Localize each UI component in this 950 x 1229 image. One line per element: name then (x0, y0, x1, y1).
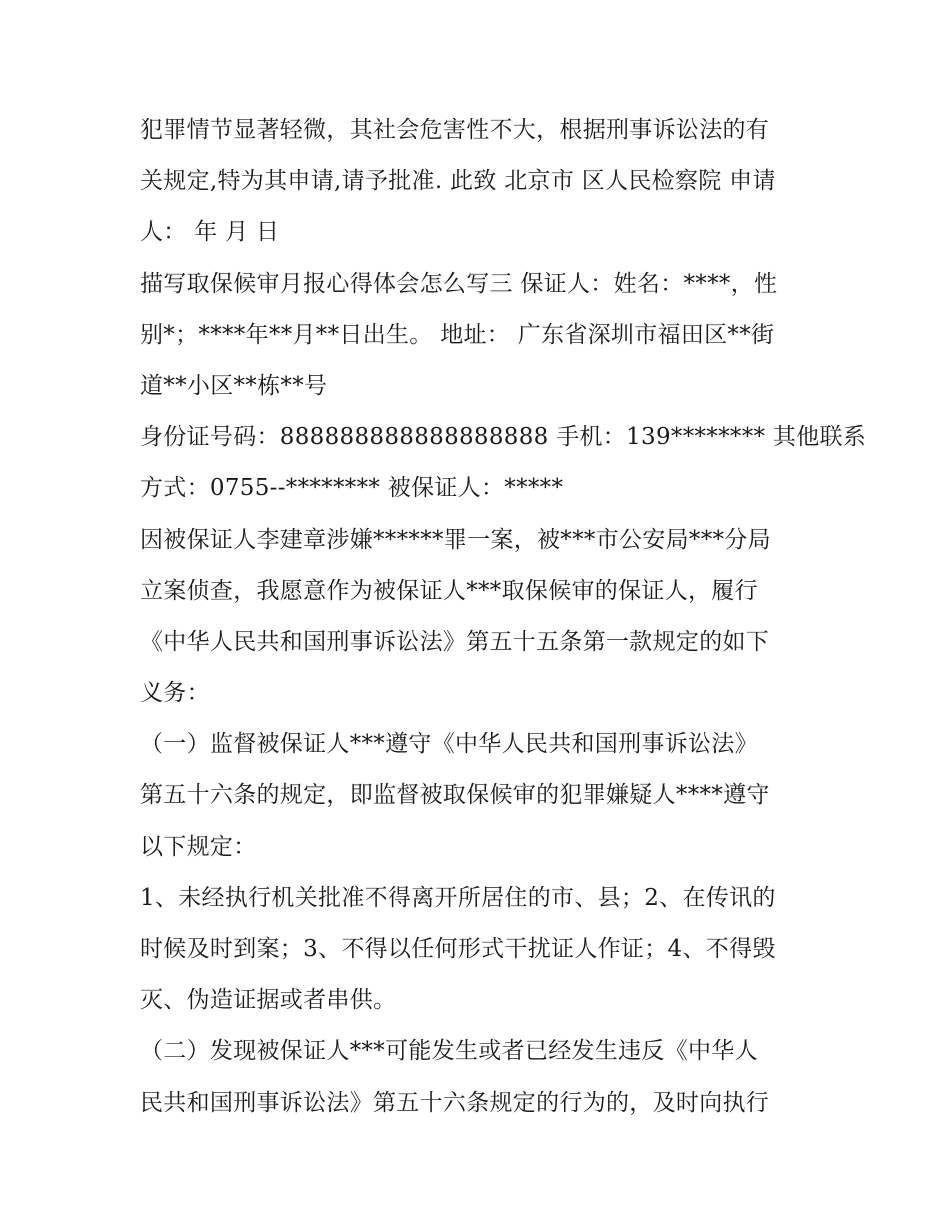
text-line: 方式：0755--******** 被保证人：***** (140, 475, 564, 502)
text-line: （二）发现被保证人***可能发生或者已经发生违反《中华人 (140, 1038, 758, 1065)
text-line: 民共和国刑事诉讼法》第五十六条规定的行为的，及时向执行 (140, 1089, 770, 1116)
text-line: 关规定,特为其申请,请予批准. 此致 北京市 区人民检察院 申请 (140, 168, 776, 195)
text-line: 别*；****年**月**日出生。 地址： 广东省深圳市福田区**街 (140, 321, 775, 348)
text-line: 灭、伪造证据或者串供。 (140, 987, 397, 1014)
text-line: 人： 年 月 日 (140, 219, 280, 246)
text-line: 立案侦查，我愿意作为被保证人***取保候审的保证人，履行 (140, 577, 758, 604)
text-line: 以下规定： (140, 833, 257, 860)
text-line: （一）监督被保证人***遵守《中华人民共和国刑事诉讼法》 (140, 731, 758, 758)
text-line: 时候及时到案；3、不得以任何形式干扰证人作证；4、不得毁 (140, 936, 776, 962)
text-line: 第五十六条的规定，即监督被取保候审的犯罪嫌疑人****遵守 (140, 782, 770, 809)
text-line: 身份证号码：888888888888888888 手机：139******** 其他联系 (140, 424, 867, 451)
text-line: 义务： (140, 680, 210, 707)
document-body (140, 105, 867, 1129)
text-line: 描写取保候审月报心得体会怎么写三 保证人：姓名：****，性 (140, 270, 778, 297)
text-line: 道**小区**栋**号 (140, 372, 328, 399)
text-line: 犯罪情节显著轻微，其社会危害性不大，根据刑事诉讼法的有 (140, 117, 770, 143)
text-line: 《中华人民共和国刑事诉讼法》第五十五条第一款规定的如下 (140, 628, 770, 655)
text-line: 1、未经执行机关批准不得离开所居住的市、县；2、在传讯的 (140, 884, 776, 911)
text-line: 因被保证人李建章涉嫌******罪一案，被***市公安局***分局 (140, 526, 771, 553)
